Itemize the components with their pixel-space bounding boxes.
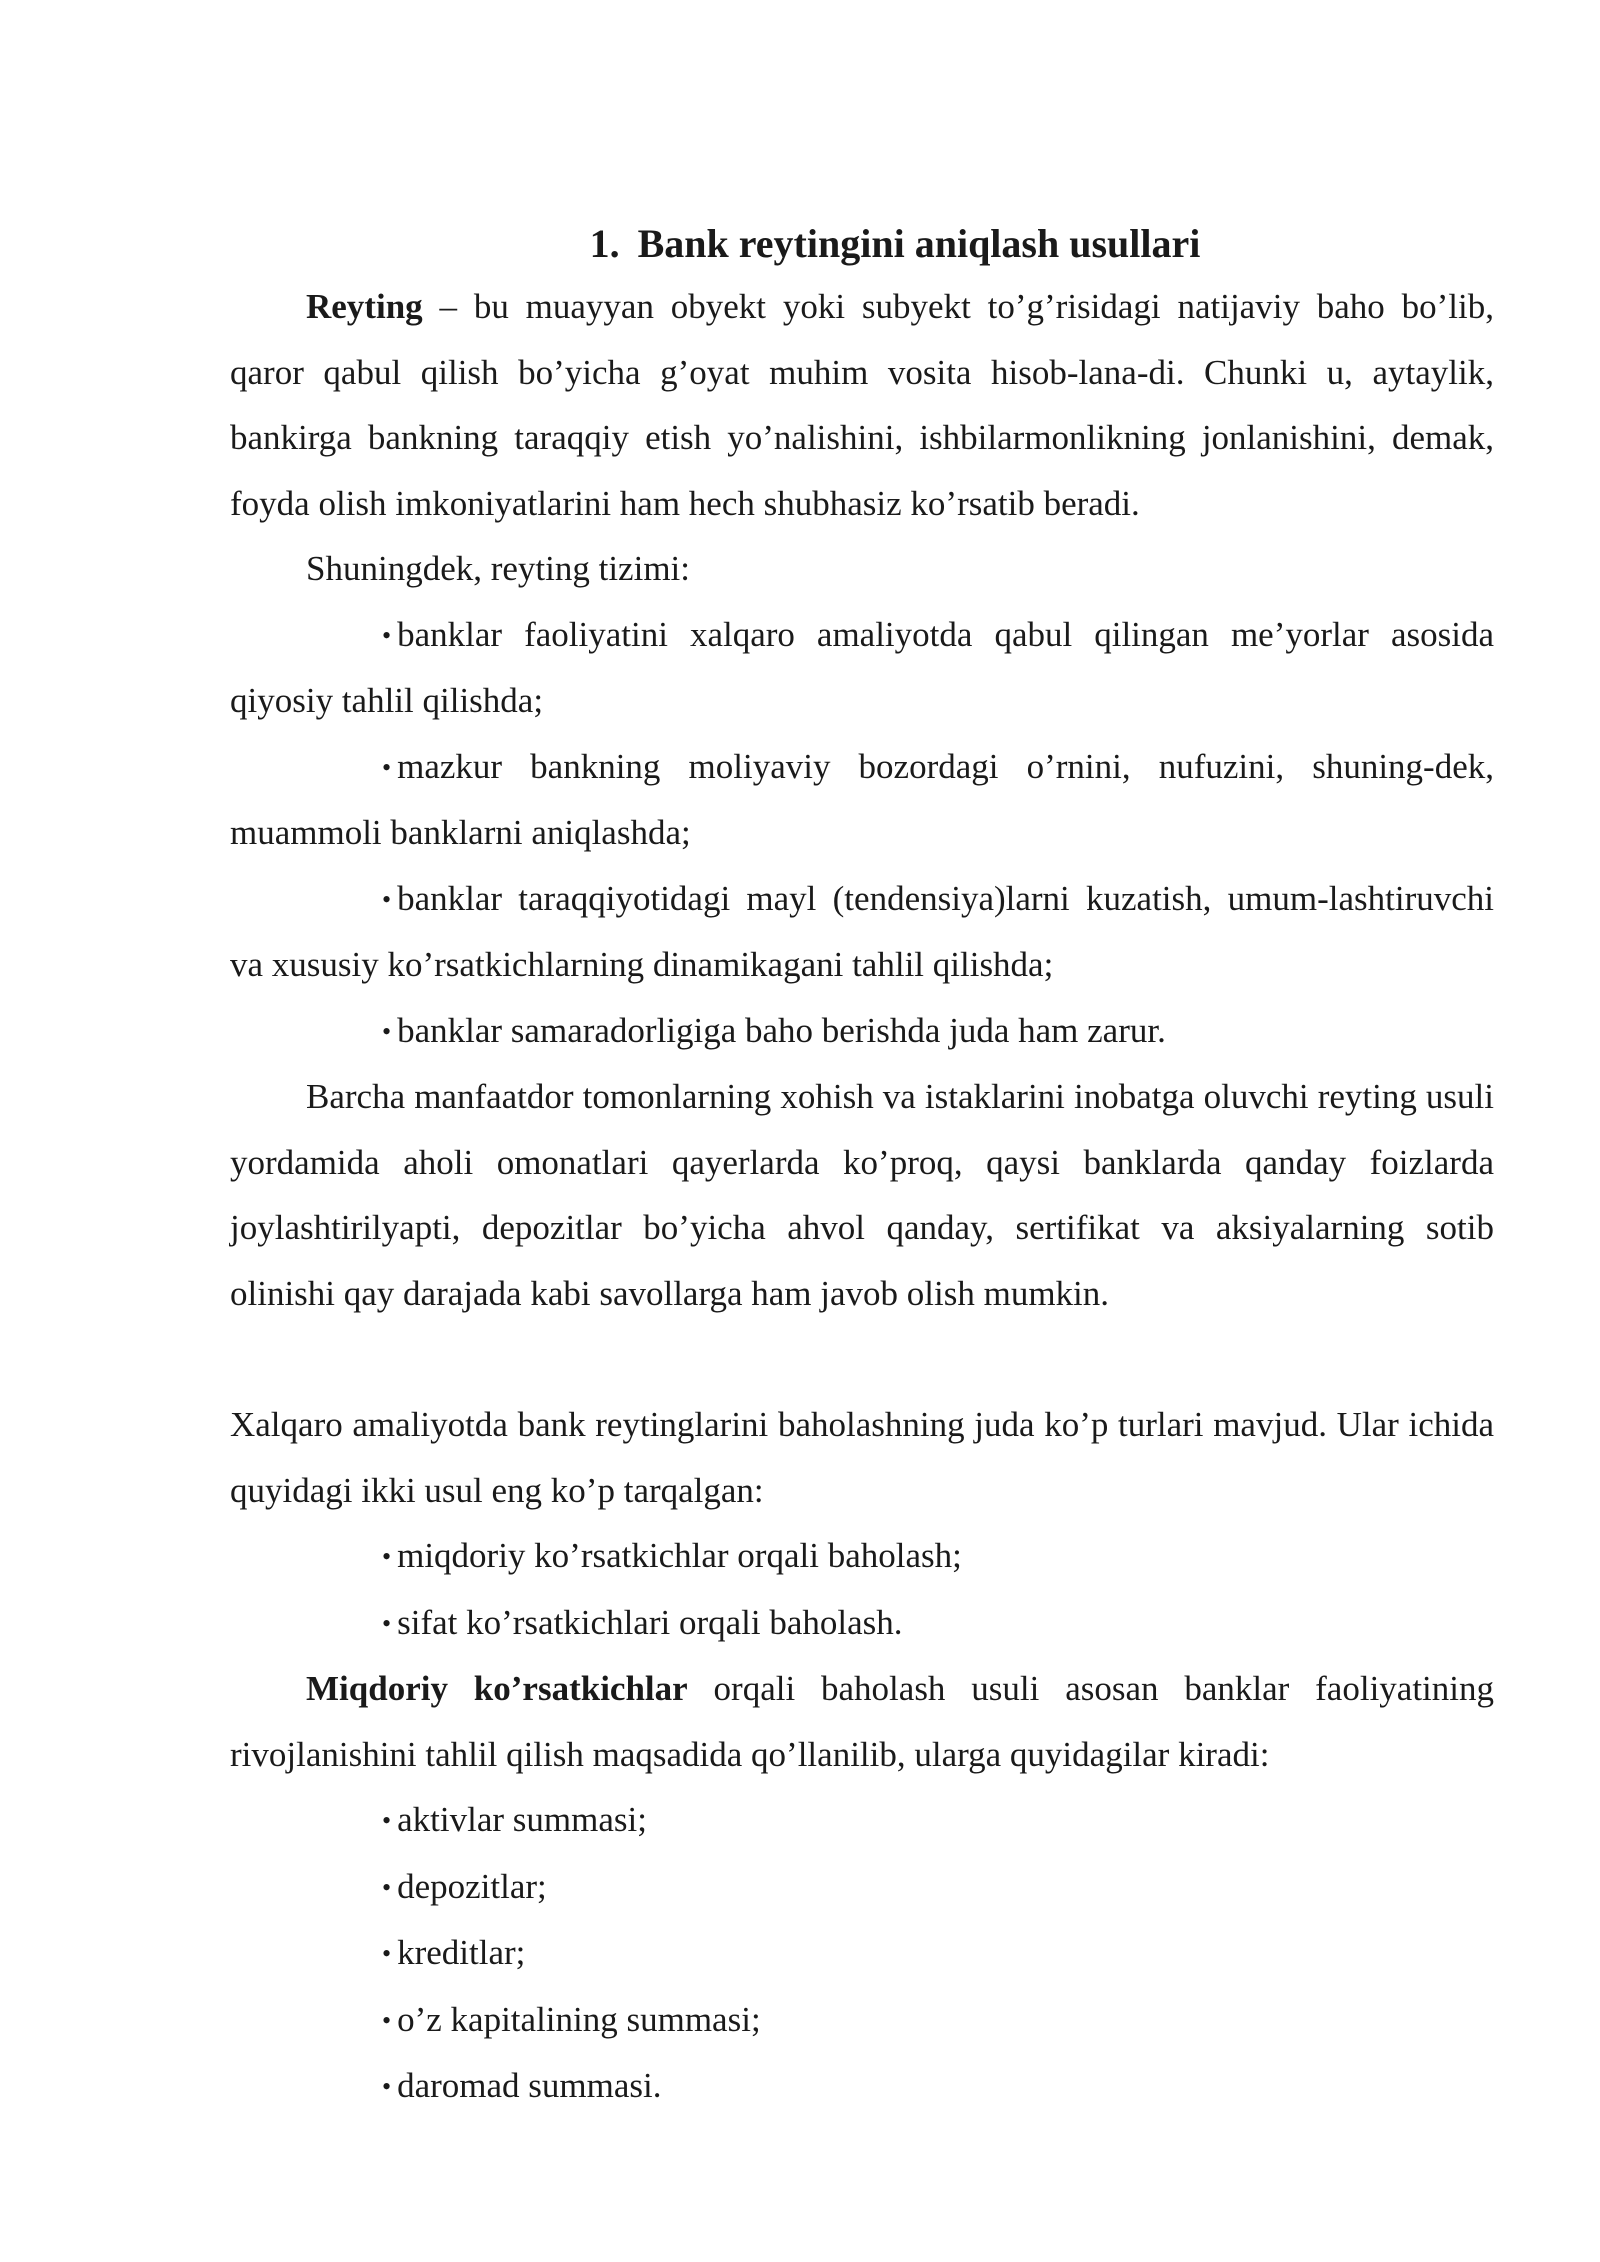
reyting-term: Reyting	[306, 287, 423, 326]
quantitative-text: orqali baholash usuli asosan banklar faoliyatining rivojlanishini tahlil qilish maqsadida qo’llanilib, ularga quyidagilar kiradi:	[230, 1669, 1495, 1774]
list-item	[230, 1987, 1494, 2054]
bullet-icon: •	[382, 1806, 392, 1835]
bullet-icon: •	[382, 1542, 392, 1571]
bullet-icon: •	[382, 884, 392, 914]
list-item-text: kreditlar;	[397, 1933, 526, 1972]
list-item	[230, 1523, 1494, 1590]
bullet-icon: •	[382, 620, 392, 650]
bullet-icon: •	[382, 2005, 392, 2035]
list-item	[230, 1787, 1494, 1854]
list-item	[230, 2053, 1494, 2120]
bullet-icon: •	[382, 2072, 392, 2101]
section-title: Bank reytingini aniqlash usullari	[637, 221, 1201, 266]
list-item	[230, 1920, 1494, 1987]
list-item-text: sifat ko’rsatkichlari orqali baholash.	[397, 1602, 903, 1642]
list-item-text: banklar taraqqiyotidagi mayl (tendensiya)larni kuzatish, umum-lashtiruvchi va xususiy ko’rsatkichlarning dinamikagani tahlil qilishda;	[230, 878, 1494, 984]
intro-text: – bu muayyan obyekt yoki subyekt to’g’risidagi natijaviy baho bo’lib, qaror qabul qilish bo’yicha g’oyat muhim vosita hisob-lana-di. Chunki u, aytaylik, bankirga bankning taraqqiy etish yo’nalishini, ishbilarmonlikning jonlanishini, demak, foyda olish imkoniyatlarini ham hech shubhasiz ko’rsatib beradi.	[230, 287, 1494, 523]
list-item-text: aktivlar summasi;	[397, 1800, 647, 1839]
list-item	[230, 866, 1494, 998]
list-item	[230, 602, 1494, 734]
bullet-icon: •	[382, 1872, 392, 1902]
list-item-text: depozitlar;	[397, 1866, 547, 1906]
list-item-text: banklar samaradorligiga baho berishda juda ham zarur.	[397, 1010, 1166, 1050]
list-item-text: banklar faoliyatini xalqaro amaliyotda qabul qilingan me’yorlar asosida qiyosiy tahlil qilishda;	[230, 614, 1494, 720]
intro-paragraph	[230, 274, 1494, 536]
list-item	[230, 1590, 1494, 1657]
list-item-text: mazkur bankning moliyaviy bozordagi o’rnini, nufuzini, shuning-dek, muammoli banklarni aniqlashda;	[230, 746, 1494, 852]
bullet-icon: •	[382, 1608, 392, 1638]
document-page	[230, 214, 1494, 2120]
bullet-icon: •	[382, 752, 392, 782]
quantitative-paragraph	[230, 1656, 1494, 1787]
bullet-icon: •	[382, 1016, 392, 1046]
list-item	[230, 1854, 1494, 1921]
list-item-text: o’z kapitalining summasi;	[397, 1999, 761, 2039]
section-number: 1.	[589, 221, 620, 266]
stakeholders-paragraph: Barcha manfaatdor tomonlarning xohish va istaklarini inobatga oluvchi reyting usuli yordamida aholi omonatlari qayerlarda ko’proq, qaysi banklarda qanday foizlarda joylashtirilyapti, depozitlar bo’yicha ahvol qanday, sertifikat va aksiyalarning sotib olinishi qay darajada kabi savollarga ham javob olish mumkin.	[230, 1077, 1494, 1313]
paragraph-gap	[230, 1326, 1494, 1392]
list-item-text: daromad summasi.	[397, 2066, 662, 2105]
system-intro: Shuningdek, reyting tizimi:	[306, 549, 690, 588]
list-item-text: miqdoriy ko’rsatkichlar orqali baholash;	[397, 1536, 962, 1575]
quantitative-term: Miqdoriy ko’rsatkichlar	[306, 1669, 688, 1708]
list-item	[230, 998, 1494, 1065]
list-item	[230, 734, 1494, 866]
section-heading	[230, 214, 1494, 274]
bullet-icon: •	[382, 1939, 392, 1968]
international-paragraph: Xalqaro amaliyotda bank reytinglarini baholashning juda ko’p turlari mavjud. Ular ichida quyidagi ikki usul eng ko’p tarqalgan:	[230, 1405, 1494, 1510]
